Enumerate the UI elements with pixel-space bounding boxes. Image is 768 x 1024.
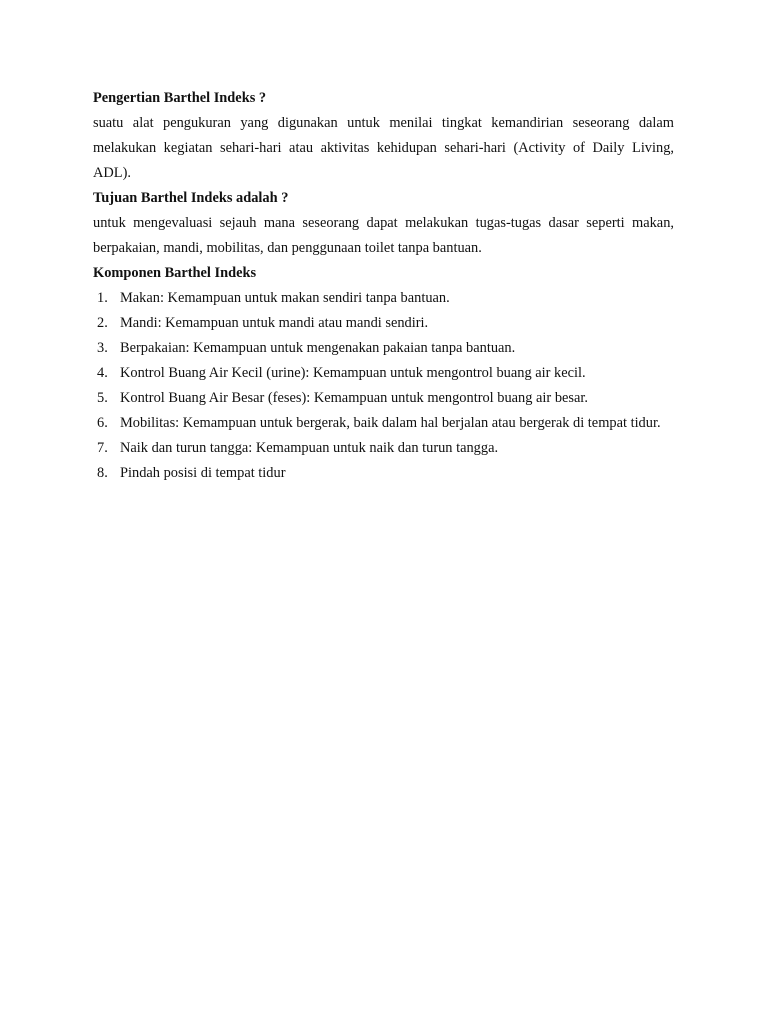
components-list (93, 286, 674, 486)
list-item-text: Makan: Kemampuan untuk makan sendiri tanpa bantuan. (120, 290, 450, 306)
list-item (93, 461, 674, 486)
list-item-text: Berpakaian: Kemampuan untuk mengenakan pakaian tanpa bantuan. (120, 340, 516, 356)
list-item-text: Kontrol Buang Air Besar (feses): Kemampuan untuk mengontrol buang air besar. (120, 390, 588, 406)
list-item (93, 411, 674, 436)
list-item-text: Naik dan turun tangga: Kemampuan untuk naik dan turun tangga. (120, 440, 499, 456)
list-item-number: 8. (97, 465, 108, 481)
list-item-number: 4. (97, 365, 108, 381)
list-item (93, 286, 674, 311)
list-item-number: 7. (97, 440, 108, 456)
section-heading-pengertian: Pengertian Barthel Indeks ? (93, 90, 267, 106)
list-item-text: Kontrol Buang Air Kecil (urine): Kemampuan untuk mengontrol buang air kecil. (120, 365, 586, 381)
section-heading-komponen: Komponen Barthel Indeks (93, 265, 257, 281)
list-item (93, 386, 674, 411)
list-item-text: Mandi: Kemampuan untuk mandi atau mandi sendiri. (120, 315, 429, 331)
list-item (93, 361, 674, 386)
list-item-number: 2. (97, 315, 108, 331)
list-item-number: 1. (97, 290, 108, 306)
list-item (93, 436, 674, 461)
list-item-text: Mobilitas: Kemampuan untuk bergerak, baik dalam hal berjalan atau bergerak di tempat tidur. (120, 415, 661, 431)
list-item (93, 336, 674, 361)
list-item-text: Pindah posisi di tempat tidur (120, 465, 286, 481)
section-heading-tujuan: Tujuan Barthel Indeks adalah ? (93, 190, 289, 206)
section-body-tujuan: untuk mengevaluasi sejauh mana seseorang dapat melakukan tugas-tugas dasar seperti makan, berpakaian, mandi, mobilitas, dan penggunaan toilet tanpa bantuan. (93, 215, 674, 256)
list-item-number: 6. (97, 415, 108, 431)
list-item-number: 3. (97, 340, 108, 356)
section-body-pengertian: suatu alat pengukuran yang digunakan untuk menilai tingkat kemandirian seseorang dalam melakukan kegiatan sehari-hari atau aktivitas kehidupan sehari-hari (Activity of Daily Living, ADL). (93, 115, 674, 181)
list-item (93, 311, 674, 336)
document-page (93, 86, 674, 486)
list-item-number: 5. (97, 390, 108, 406)
